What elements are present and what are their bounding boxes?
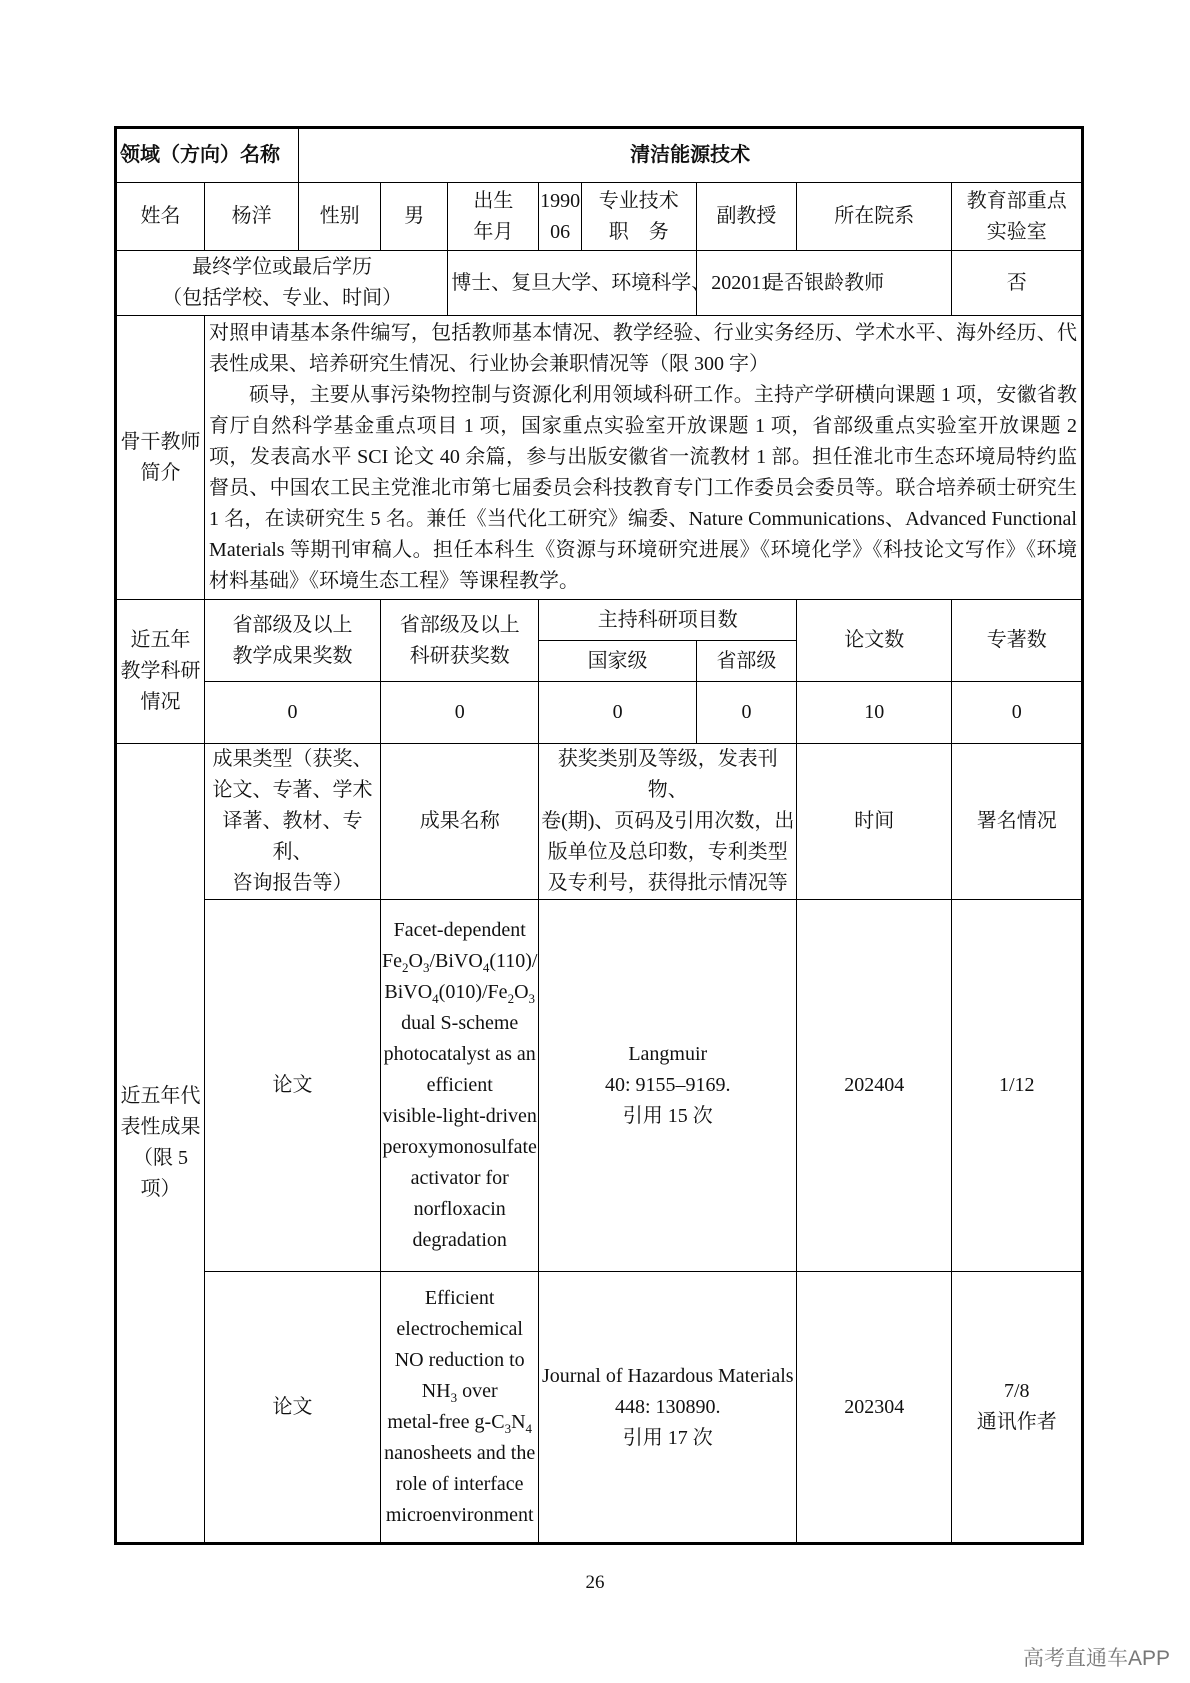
field-label: 领域（方向）名称 — [116, 128, 299, 183]
achievement-title — [381, 900, 539, 1272]
stats-values-row — [116, 682, 1083, 744]
title-line: $Fe_2O_3/BiVO_4(110)/$ — [382, 950, 538, 975]
app-watermark: 高考直通车APP — [1022, 1647, 1170, 1670]
title-line: efficient — [426, 1074, 493, 1096]
header-line: 教学成果奖数 — [232, 644, 353, 667]
name-column-header: 成果名称 — [381, 744, 539, 900]
title-line: NO reduction to — [394, 1349, 525, 1371]
detail-line: 引用 15 次 — [622, 1105, 713, 1127]
achievements-label-line: （限 5 — [133, 1147, 189, 1169]
books-count: 0 — [952, 682, 1083, 744]
header-line: 省部级及以上 — [399, 613, 520, 636]
papers-count: 10 — [797, 682, 952, 744]
bio-instructions: 对照申请基本条件编写，包括教师基本情况、教学经验、行业实务经历、学术水平、海外经历、代表性成果、培养研究生情况、行业协会兼职情况等（限 300 字） — [209, 322, 1077, 375]
achievement-title — [381, 1272, 539, 1544]
birth-value — [539, 183, 581, 251]
achievements-label-line: 项） — [140, 1178, 181, 1200]
title-line: norfloxacin — [413, 1198, 506, 1220]
stats-header-row — [116, 600, 1083, 641]
dept-label: 所在院系 — [797, 183, 952, 251]
provincial-projects-header: 省部级 — [696, 641, 796, 682]
achievement-detail — [539, 1272, 797, 1544]
dept-line: 实验室 — [986, 220, 1047, 243]
time-column-header: 时间 — [797, 744, 952, 900]
stats-label-line: 教学科研 — [120, 660, 201, 682]
achievements-label — [116, 744, 205, 1544]
teaching-award-header — [205, 600, 381, 682]
detail-line: Journal of Hazardous Materials — [541, 1364, 794, 1387]
achievement-row — [116, 900, 1083, 1272]
title-line: dual S-scheme — [401, 1012, 519, 1034]
dept-value — [952, 183, 1083, 251]
title-line: microenvironment — [385, 1504, 534, 1526]
title-line: Facet-dependent — [393, 919, 526, 941]
type-column-header — [205, 744, 381, 900]
title-line: metal-free $g-C_3N_4$ — [387, 1411, 533, 1436]
title-line: peroxymonosulfate — [382, 1136, 537, 1158]
author-line: 7/8 — [1003, 1380, 1030, 1402]
achievement-type: 论文 — [205, 1272, 381, 1544]
birth-label-line: 出生 — [473, 189, 514, 212]
title-line: electrochemical — [396, 1318, 523, 1340]
header-line: 咨询报告等） — [232, 872, 353, 894]
title-line: $NH_3$ over — [421, 1380, 498, 1405]
achievement-time: 202304 — [797, 1272, 952, 1544]
research-award-count: 0 — [381, 682, 539, 744]
silver-teacher-value: 否 — [952, 251, 1083, 316]
achievements-header-row — [116, 744, 1083, 900]
bio-label-line: 骨干教师 — [120, 430, 201, 453]
stats-label — [116, 600, 205, 744]
author-column-header: 署名情况 — [952, 744, 1083, 900]
header-line: 省部级及以上 — [232, 613, 353, 636]
stats-label-line: 近五年 — [130, 629, 191, 651]
author-line: 通讯作者 — [976, 1411, 1057, 1433]
field-value: 清洁能源技术 — [299, 128, 1083, 183]
achievements-label-line: 近五年代 — [120, 1085, 201, 1107]
bio-label-line: 简介 — [140, 461, 181, 484]
degree-label-line: （包括学校、专业、时间） — [162, 287, 403, 309]
detail-line: Langmuir — [628, 1043, 708, 1065]
dept-line: 教育部重点 — [966, 189, 1067, 212]
title-line: nanosheets and the — [384, 1442, 536, 1464]
books-header: 专著数 — [952, 600, 1083, 682]
birth-month: 06 — [550, 220, 571, 243]
degree-value: 博士、复旦大学、环境科学、202011 — [448, 251, 696, 316]
personal-info-row — [116, 183, 1083, 251]
title-line: visible-light-driven — [382, 1105, 537, 1127]
application-form-table — [114, 126, 1084, 1545]
achievements-label-line: 表性成果 — [120, 1116, 201, 1138]
stats-label-line: 情况 — [140, 691, 181, 713]
papers-header: 论文数 — [797, 600, 952, 682]
achievement-author — [952, 1272, 1083, 1544]
header-line: 成果类型（获奖、 — [212, 748, 373, 770]
title-label — [581, 183, 696, 251]
birth-label — [448, 183, 539, 251]
detail-line: 40: 9155–9169. — [604, 1074, 731, 1096]
title-line: activator for — [410, 1167, 509, 1189]
author-line: 1/12 — [998, 1074, 1035, 1096]
detail-column-header — [539, 744, 797, 900]
title-line: photocatalyst as an — [383, 1043, 536, 1065]
silver-teacher-label: 是否银龄教师 — [696, 251, 952, 316]
bio-text: 硕导，主要从事污染物控制与资源化利用领域科研工作。主持产学研横向课题 1 项，安徽省教育厅自然科学基金重点项目 1 项，国家重点实验室开放课题 1 项，省部级重点实验室开放课题 2 项，发表高水平 SCI 论文 40 余篇，参与出版安徽省一流教材 1 部。担任淮北市生态环境局特约监督员、中国农工民主党淮北市第七届委员会科技教育专门工作委员会委员等。联合培养硕士研究生 1 名，在读研究生 5 名。兼任《当代化工研究》编委、Nature Communications、Advanced Functional Materials 等期刊审稿人。担任本科生《资源与环境研究进展》《环境化学》《科技论文写作》《环境材料基础》《环境生态工程》等课程教学。 — [209, 384, 1077, 592]
bio-label — [116, 316, 205, 600]
field-row — [116, 128, 1083, 183]
research-award-header — [381, 600, 539, 682]
detail-line: 448: 130890. — [614, 1395, 721, 1418]
detail-line: 引用 17 次 — [622, 1426, 713, 1449]
header-line: 获奖类别及等级，发表刊物、 — [557, 748, 778, 801]
page-number: 26 — [585, 1572, 605, 1593]
header-line: 卷(期)、页码及引用次数，出 — [541, 810, 795, 832]
provincial-projects-count: 0 — [696, 682, 796, 744]
title-label-line: 专业技术 — [598, 189, 679, 212]
header-line: 及专利号，获得批示情况等 — [547, 872, 788, 894]
title-line: role of interface — [395, 1473, 524, 1495]
header-line: 版单位及总印数，专利类型 — [547, 841, 788, 863]
national-projects-header: 国家级 — [539, 641, 696, 682]
birth-label-line: 年月 — [473, 220, 514, 243]
degree-label — [116, 251, 448, 316]
projects-header: 主持科研项目数 — [539, 600, 797, 641]
header-line: 科研获奖数 — [409, 644, 510, 667]
title-value: 副教授 — [696, 183, 796, 251]
achievement-time: 202404 — [797, 900, 952, 1272]
national-projects-count: 0 — [539, 682, 696, 744]
birth-year: 1990 — [540, 189, 581, 212]
achievement-detail — [539, 900, 797, 1272]
gender-label: 性别 — [299, 183, 381, 251]
title-line: Efficient — [424, 1287, 495, 1309]
header-line: 译著、教材、专利、 — [222, 810, 363, 863]
degree-row — [116, 251, 1083, 316]
name-label: 姓名 — [116, 183, 205, 251]
bio-row — [116, 316, 1083, 600]
name-value: 杨洋 — [205, 183, 299, 251]
title-label-line: 职 务 — [608, 220, 669, 243]
title-line: degradation — [412, 1229, 507, 1251]
teaching-award-count: 0 — [205, 682, 381, 744]
achievement-type: 论文 — [205, 900, 381, 1272]
bio-content — [205, 316, 1083, 600]
achievement-row — [116, 1272, 1083, 1544]
degree-label-line: 最终学位或最后学历 — [192, 256, 373, 278]
title-line: $BiVO_4(010)/Fe_2O_3$ — [384, 981, 536, 1006]
achievement-author — [952, 900, 1083, 1272]
gender-value: 男 — [381, 183, 448, 251]
header-line: 论文、专著、学术 — [212, 779, 373, 801]
